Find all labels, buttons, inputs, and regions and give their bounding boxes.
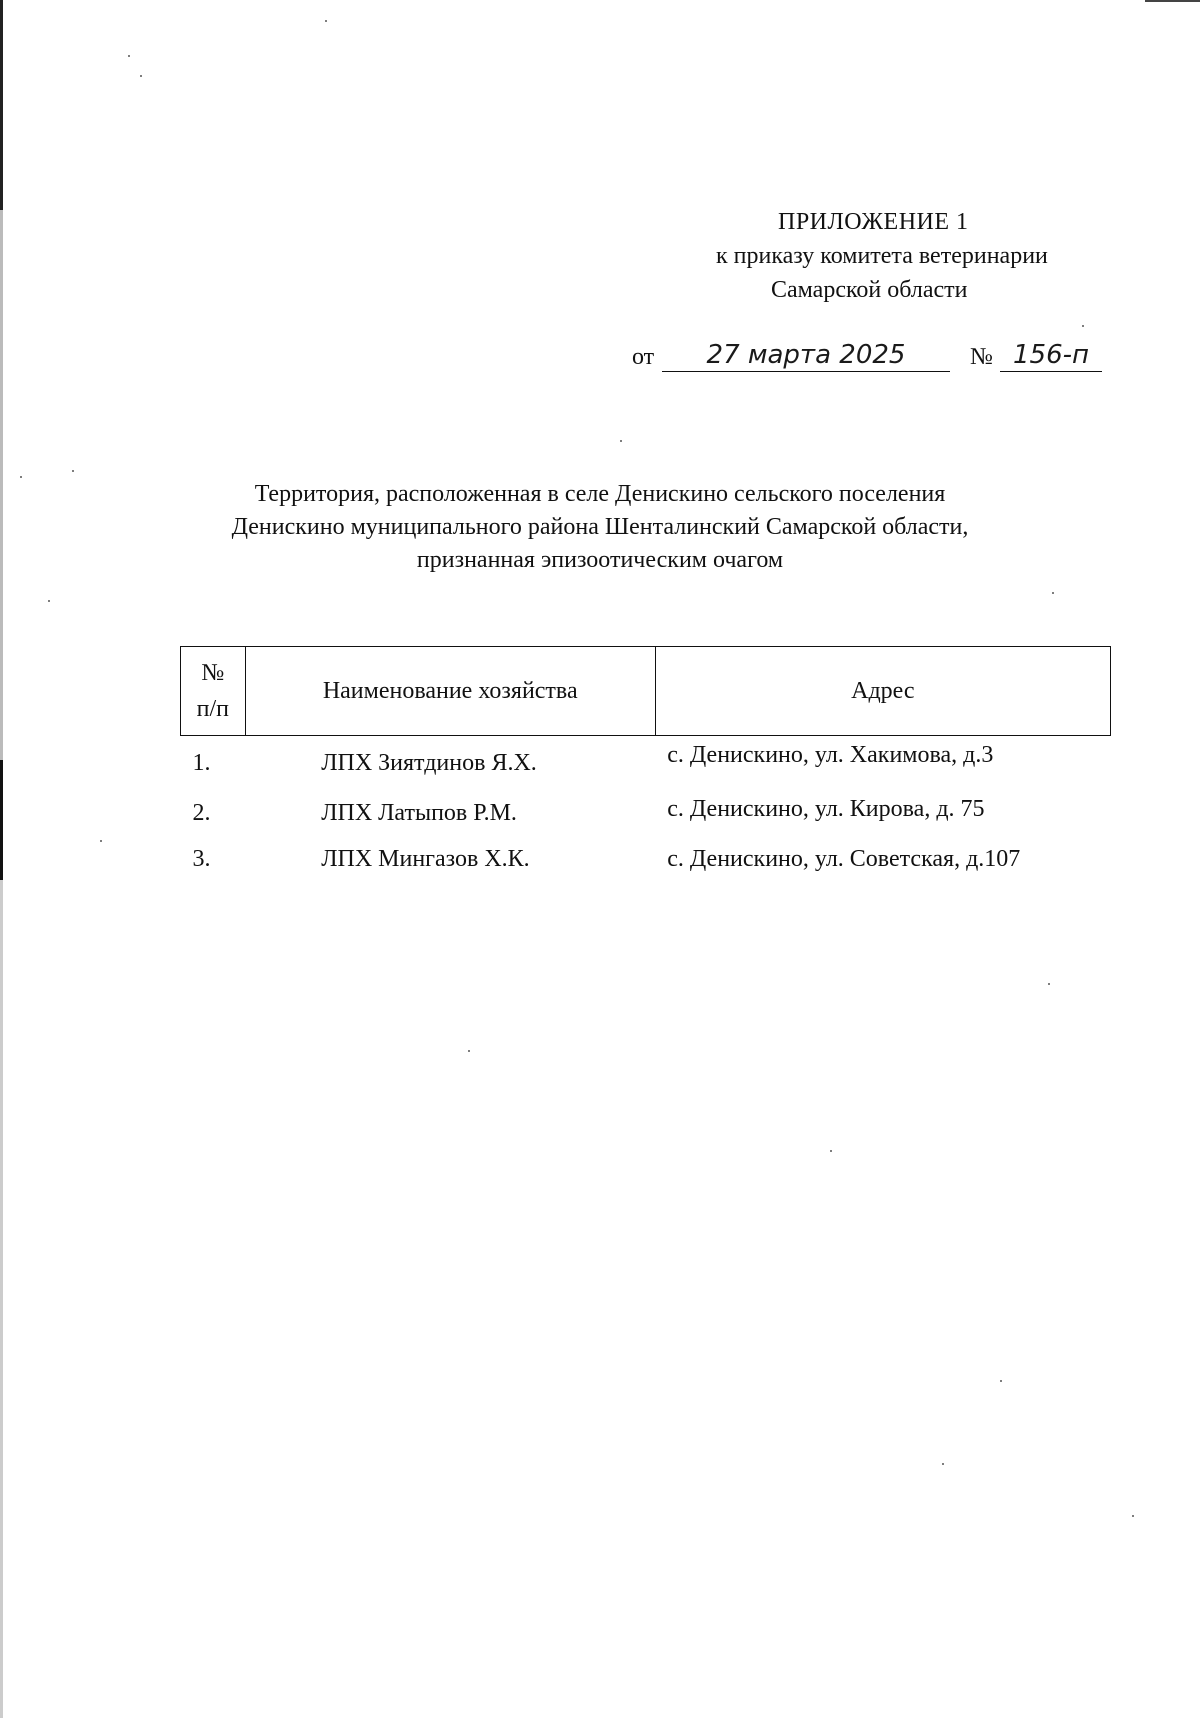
table-row [181, 736, 1111, 797]
header-number-sign: № [201, 660, 225, 686]
scan-speck [48, 600, 50, 602]
row-number: 3. [192, 846, 211, 872]
row-number: 1. [192, 750, 211, 776]
scan-speck [72, 470, 74, 472]
row-address: с. Денискино, ул. Советская, д.107 [667, 846, 1021, 872]
scan-speck [830, 1150, 832, 1152]
scan-speck [1052, 592, 1054, 594]
order-date-label: от [632, 344, 655, 370]
header-number [181, 647, 246, 736]
order-number-label: № [970, 344, 993, 370]
scan-speck [20, 476, 22, 478]
scan-speck [1082, 325, 1084, 327]
scan-edge-artifact [0, 0, 3, 1718]
table-row [181, 796, 1111, 846]
scan-speck [620, 440, 622, 442]
appendix-region: Самарской области [771, 277, 968, 303]
header-address: Адрес [655, 647, 1110, 736]
row-address: с. Денискино, ул. Кирова, д. 75 [667, 796, 985, 822]
row-farm-name: ЛПХ Латыпов Р.М. [321, 800, 517, 826]
heading-line-1: Территория, расположенная в селе Денискино сельского поселения [254, 481, 946, 507]
farms-table [180, 646, 1111, 892]
scan-speck [128, 55, 130, 57]
header-number-pp: п/п [196, 696, 230, 722]
row-farm-name: ЛПХ Зиятдинов Я.Х. [321, 750, 537, 776]
appendix-title: ПРИЛОЖЕНИЕ 1 [778, 209, 969, 235]
table-header-row [181, 647, 1111, 736]
row-address: с. Денискино, ул. Хакимова, д.3 [667, 742, 994, 768]
scan-speck [140, 75, 142, 77]
scan-speck [325, 20, 327, 22]
scan-speck [100, 840, 102, 842]
heading-line-2: Денискино муниципального района Шенталинский Самарской области, [231, 514, 969, 540]
appendix-reference: к приказу комитета ветеринарии [716, 243, 1048, 269]
heading-line-3: признанная эпизоотическим очагом [416, 547, 784, 573]
scan-speck [468, 1050, 470, 1052]
table-row [181, 846, 1111, 892]
document-heading [200, 478, 1000, 577]
scan-speck [1000, 1380, 1002, 1382]
scan-speck [942, 1463, 944, 1465]
header-farm-name: Наименование хозяйства [245, 647, 655, 736]
scan-edge-artifact-top [1145, 0, 1200, 2]
scan-speck [1132, 1515, 1134, 1517]
order-number-handwritten: 156-п [1000, 340, 1102, 372]
row-number: 2. [192, 800, 211, 826]
order-date-handwritten: 27 марта 2025 [662, 340, 950, 372]
row-farm-name: ЛПХ Мингазов Х.К. [321, 846, 530, 872]
scan-speck [1048, 983, 1050, 985]
